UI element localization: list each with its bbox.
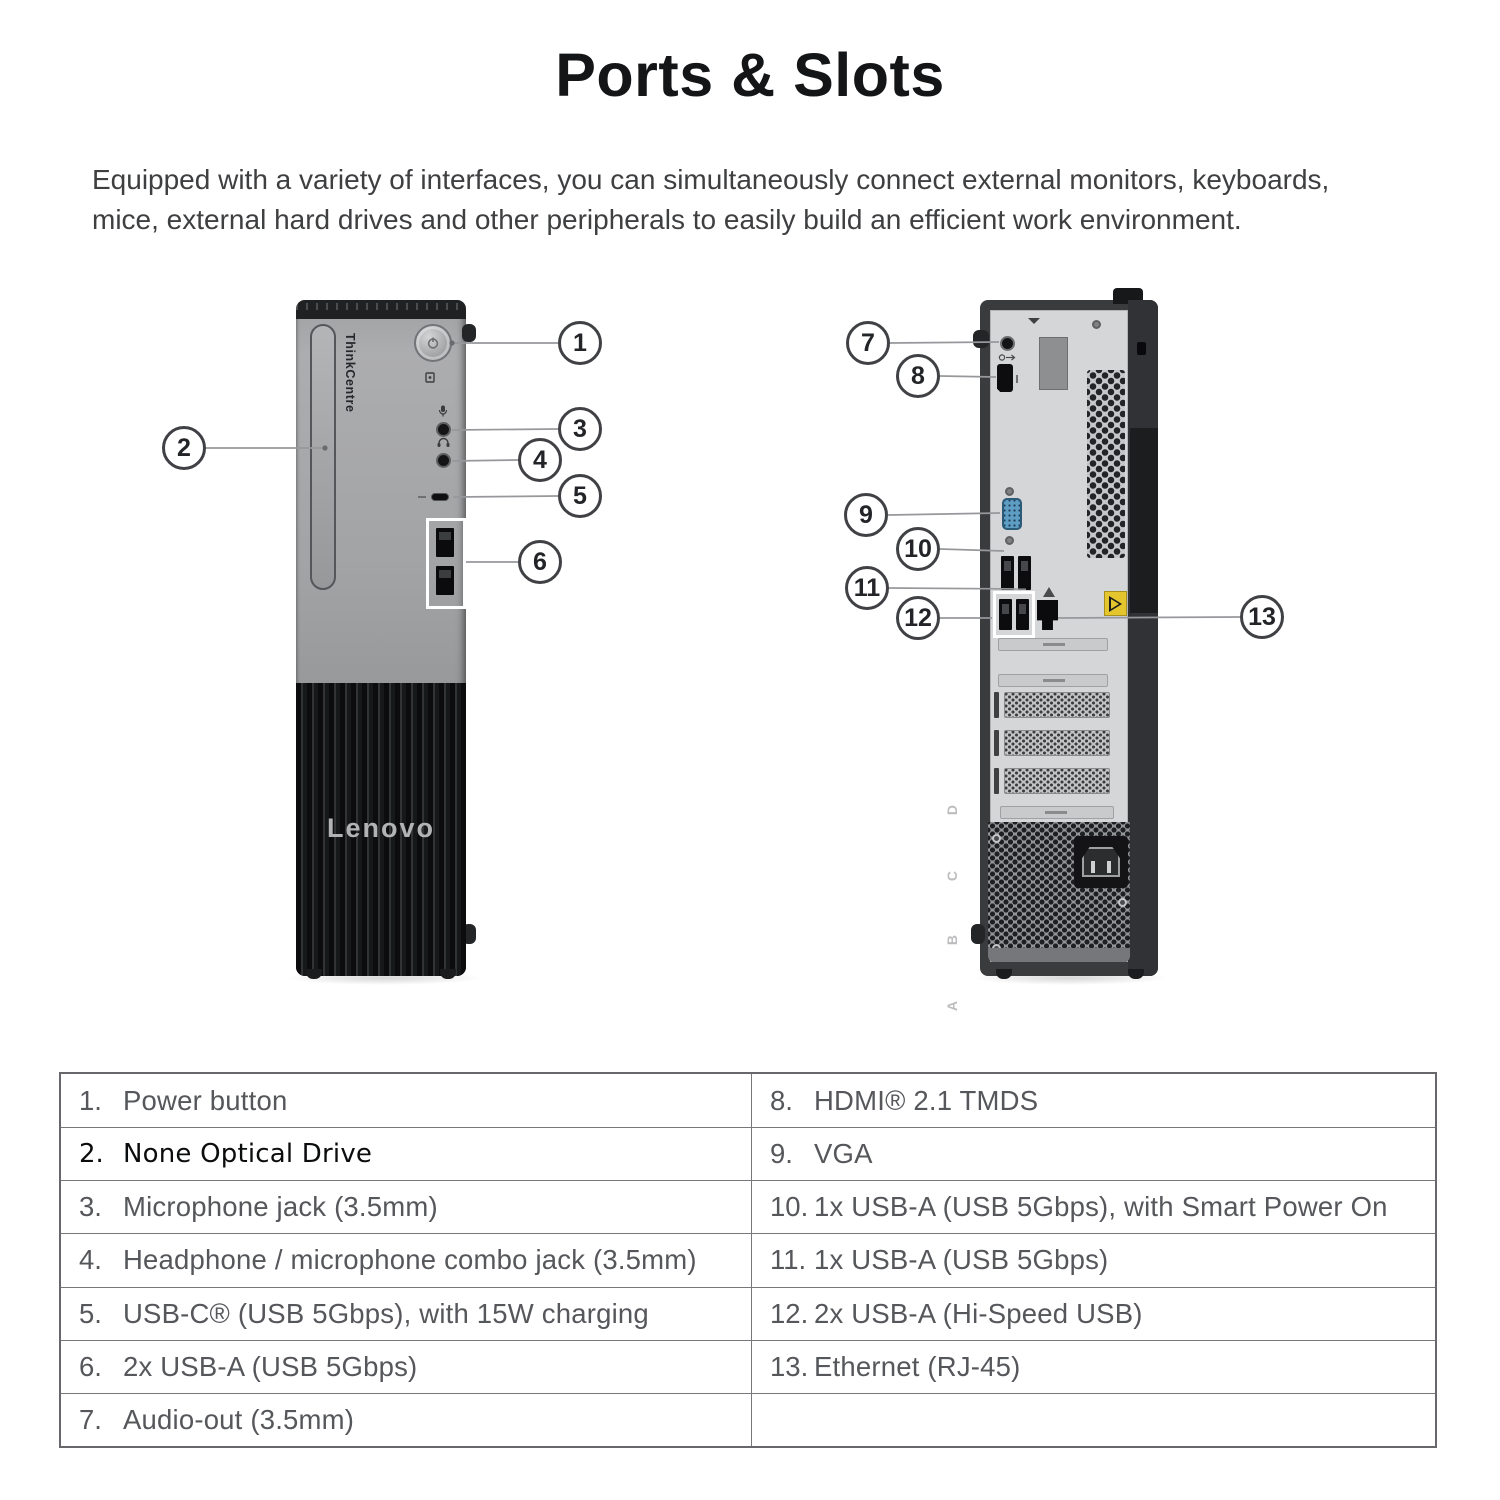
callout-12: 12: [896, 596, 940, 640]
table-row: 4. Headphone / microphone combo jack (3.5mm): [61, 1233, 751, 1286]
kensington-lock-slot: [1137, 342, 1146, 355]
usb-a-group-highlight-box: [426, 518, 466, 609]
rear-clip-bottom: [971, 924, 985, 944]
power-inlet: [1074, 836, 1128, 888]
table-row: 5. USB-C® (USB 5Gbps), with 15W charging: [61, 1287, 751, 1340]
rear-usb-a-smart-power-on: [1001, 556, 1014, 590]
rear-thumbscrew: [973, 330, 989, 348]
table-row: 13. Ethernet (RJ-45): [752, 1340, 1435, 1393]
table-row: 7. Audio-out (3.5mm): [61, 1393, 751, 1446]
hdmi-label-mark: [1016, 375, 1018, 383]
rear-bottom-strip: [988, 948, 1130, 962]
headphone-combo-jack: [436, 453, 451, 468]
description-line-1: Equipped with a variety of interfaces, you can simultaneously connect external monitors, keyboards,: [92, 164, 1330, 195]
table-row: 11. 1x USB-A (USB 5Gbps): [752, 1233, 1435, 1286]
rear-side-band: [1128, 300, 1158, 976]
callout-9: 9: [844, 493, 888, 537]
table-row: 9. VGA: [752, 1127, 1435, 1180]
panel-screw-top: [1092, 320, 1101, 329]
ethernet-label-icon: [1043, 587, 1055, 597]
power-icon: [427, 337, 439, 349]
callout-8: 8: [896, 354, 940, 398]
usb-c-label-mark: [418, 496, 426, 498]
front-top-vent-band: [296, 300, 466, 319]
callout-6: 6: [518, 540, 562, 584]
c14-connector: [1082, 847, 1120, 877]
rear-side-handle-inset: [1130, 428, 1158, 613]
psu-screw-3: [1118, 898, 1127, 907]
vga-port: [1002, 498, 1022, 530]
optical-drive-blank-slot: [310, 324, 336, 590]
warning-label: [1104, 591, 1127, 616]
vga-screw-bottom: [1005, 536, 1014, 545]
expansion-slot-cover-1: [1004, 692, 1110, 718]
table-row: 6. 2x USB-A (USB 5Gbps): [61, 1340, 751, 1393]
blank-slot-bar-2: [998, 674, 1108, 687]
description-line-2: mice, external hard drives and other peripherals to easily build an efficient work environment.: [92, 204, 1242, 235]
expansion-slot-cover-3: [1004, 768, 1110, 794]
callout-1: 1: [558, 321, 602, 365]
rear-usb-a-5gbps: [1018, 556, 1031, 590]
table-row: 12. 2x USB-A (Hi-Speed USB): [752, 1287, 1435, 1340]
slot-letter-c: C: [944, 870, 960, 882]
thinkcentre-logo: ThinkCentre: [343, 333, 357, 413]
side-clip-top: [462, 324, 476, 342]
table-row-empty: [752, 1393, 1435, 1446]
table-row: 1. Power button: [79, 1084, 288, 1116]
ports-table-left-column: [61, 1074, 752, 1446]
slot-letter-a: A: [944, 1000, 960, 1012]
rear-usb-group-highlight-box: [993, 591, 1035, 638]
slot-bracket-2: [994, 730, 999, 756]
callout-4: 4: [518, 438, 562, 482]
warning-icon: [1109, 596, 1122, 612]
power-button: [414, 324, 452, 362]
slot-letter-b: B: [944, 934, 960, 946]
blank-slot-bar-1: [998, 638, 1108, 651]
callout-2: 2: [162, 426, 206, 470]
table-row: 2. None Optical Drive: [61, 1127, 751, 1180]
usb-c-port: [431, 493, 449, 501]
hdmi-port: [997, 364, 1013, 392]
table-row: 10. 1x USB-A (USB 5Gbps), with Smart Power On: [752, 1180, 1435, 1233]
storage-led-icon: [425, 371, 435, 384]
callout-11: 11: [845, 566, 889, 610]
page-description: [92, 160, 1482, 240]
optional-port-punchout: [1039, 337, 1068, 390]
rear-vent-honeycomb: [1087, 370, 1125, 558]
vga-screw-top: [1005, 487, 1014, 496]
callout-13: 13: [1240, 595, 1284, 639]
audio-out-icon: [997, 353, 1017, 362]
front-tower: [296, 300, 466, 976]
ports-table: [59, 1072, 1437, 1448]
microphone-jack: [436, 422, 451, 437]
psu-separator-bar: [1000, 806, 1114, 819]
expansion-slot-cover-2: [1004, 730, 1110, 756]
psu-screw-1: [992, 834, 1001, 843]
callout-3: 3: [558, 407, 602, 451]
lenovo-logo: Lenovo: [326, 813, 435, 843]
audio-out-jack: [1000, 336, 1015, 351]
table-row: 8. HDMI® 2.1 TMDS: [770, 1084, 1039, 1116]
callout-10: 10: [896, 527, 940, 571]
table-row: 3. Microphone jack (3.5mm): [61, 1180, 751, 1233]
rear-tower: [980, 300, 1158, 976]
callout-7: 7: [846, 321, 890, 365]
top-alignment-mark: [1028, 318, 1040, 324]
callout-5: 5: [558, 474, 602, 518]
slot-letter-d: D: [944, 804, 960, 816]
microphone-icon: [438, 405, 448, 417]
slot-bracket-1: [994, 692, 999, 718]
ports-table-right-column: [752, 1074, 1435, 1446]
headset-icon: [437, 437, 450, 448]
slot-bracket-3: [994, 768, 999, 794]
page-title: Ports & Slots: [555, 41, 945, 109]
